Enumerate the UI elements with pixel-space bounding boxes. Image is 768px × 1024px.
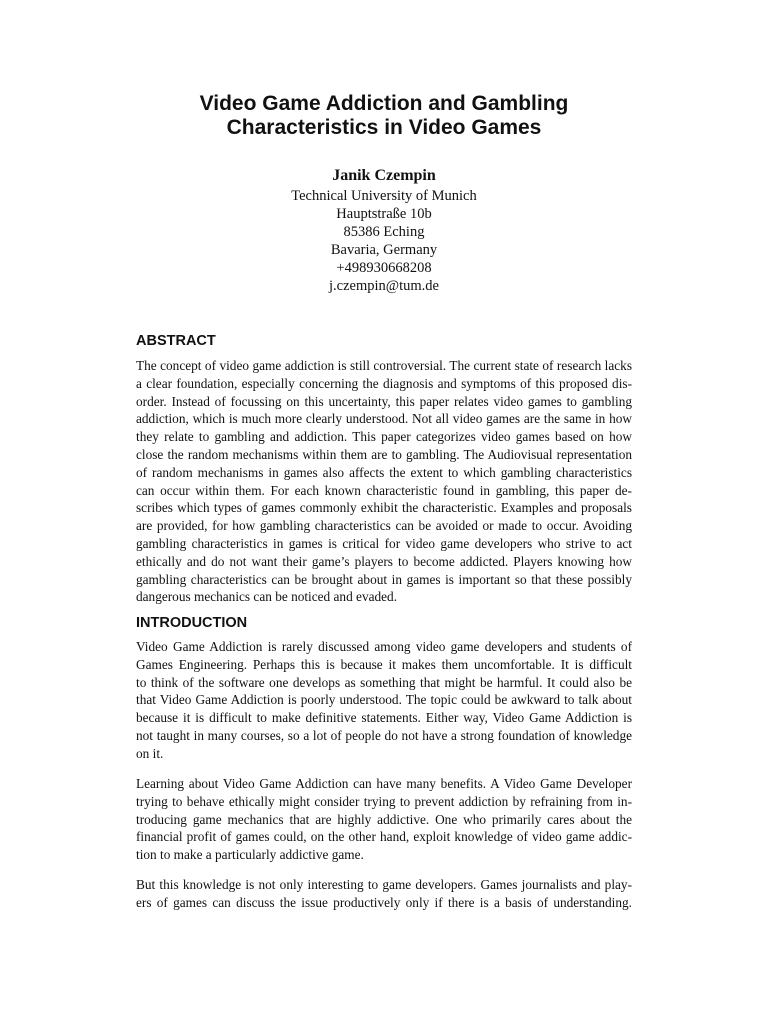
abstract-line: are provided, for how gambling characteristics can be avoided or made to occur. Avoiding xyxy=(136,518,632,534)
intro-line: trying to behave ethically might consider trying to prevent addiction by refraining from in- xyxy=(136,793,632,809)
abstract-line: ethically and do not want their game’s players to become addicted. Players knowing how xyxy=(136,553,632,569)
author-street: Hauptstraße 10b xyxy=(336,206,432,222)
intro-line: Video Game Addiction is rarely discussed among video game developers and students of xyxy=(136,639,632,654)
abstract-heading: ABSTRACT xyxy=(136,333,216,349)
abstract-line: scribes which types of games commonly exhibit the characteristic. Examples and proposals xyxy=(136,500,632,516)
intro-line: not taught in many courses, so a lot of people do not have a strong foundation of knowledge xyxy=(136,727,632,743)
author-institution: Technical University of Munich xyxy=(291,188,477,204)
abstract-line: of random mechanisms in games also affects the extent to which gambling characteristics xyxy=(136,464,632,480)
intro-paragraph-2 xyxy=(136,775,632,864)
abstract-line: close the random mechanisms within them are to gambling. The Audiovisual representation xyxy=(136,446,632,462)
abstract-line: can occur within them. For each known characteristic found in gambling, this paper de- xyxy=(136,482,632,498)
intro-paragraph-3 xyxy=(136,876,632,912)
abstract-line: gambling characteristics can be brought about in games is important so that these possibly xyxy=(136,571,632,587)
intro-line: troducing game mechanics that are highly addictive. One who primarily cares about the xyxy=(136,811,632,827)
intro-line: financial profit of games could, on the other hand, exploit knowledge of video game addic- xyxy=(136,829,632,845)
title-line-2: Characteristics in Video Games xyxy=(226,116,542,139)
intro-line: But this knowledge is not only interesting to game developers. Games journalists and play- xyxy=(136,877,632,892)
abstract-line: a clear foundation, especially concerning the diagnosis and symptoms of this proposed dis- xyxy=(136,375,632,391)
author-block xyxy=(0,166,768,295)
author-city: 85386 Eching xyxy=(343,224,425,240)
intro-paragraph-1 xyxy=(136,638,632,763)
abstract-line: The concept of video game addiction is still controversial. The current state of research lacks xyxy=(136,358,632,373)
abstract-line: order. Instead of focussing on this uncertainty, this paper relates video games to gambling xyxy=(136,393,632,409)
author-email: j.czempin@tum.de xyxy=(329,278,439,294)
author-phone: +498930668208 xyxy=(336,260,432,276)
title-line-1: Video Game Addiction and Gambling xyxy=(199,92,569,115)
abstract-line: gambling characteristics in games is critical for video game developers who strive to act xyxy=(136,535,632,551)
introduction-heading: INTRODUCTION xyxy=(136,615,248,631)
intro-line: on it. xyxy=(136,745,164,761)
abstract-line: addiction, which is much more clearly understood. Not all video games are the same in how xyxy=(136,411,632,427)
paper-title xyxy=(0,92,768,140)
intro-line: because it is difficult to make definitive statements. Either way, Video Game Addiction is xyxy=(136,710,632,726)
intro-line: that Video Game Addiction is poorly understood. The topic could be awkward to talk about xyxy=(136,692,632,708)
intro-line: Learning about Video Game Addiction can have many benefits. A Video Game Developer xyxy=(136,776,632,791)
intro-line: to think of the software one develops as something that might be harmful. It could also be xyxy=(136,674,632,690)
intro-line: ers of games can discuss the issue productively only if there is a basis of understanding. xyxy=(136,894,632,910)
abstract-line: they relate to gambling and addiction. This paper categorizes video games based on how xyxy=(136,429,632,445)
abstract-line: dangerous mechanics can be noticed and evaded. xyxy=(136,589,398,605)
intro-line: tion to make a particularly addictive game. xyxy=(136,847,364,863)
author-name: Janik Czempin xyxy=(332,167,436,184)
author-region: Bavaria, Germany xyxy=(330,242,438,258)
abstract-paragraph xyxy=(136,357,632,606)
intro-line: Games Engineering. Perhaps this is because it makes them uncomfortable. It is difficult xyxy=(136,656,632,672)
